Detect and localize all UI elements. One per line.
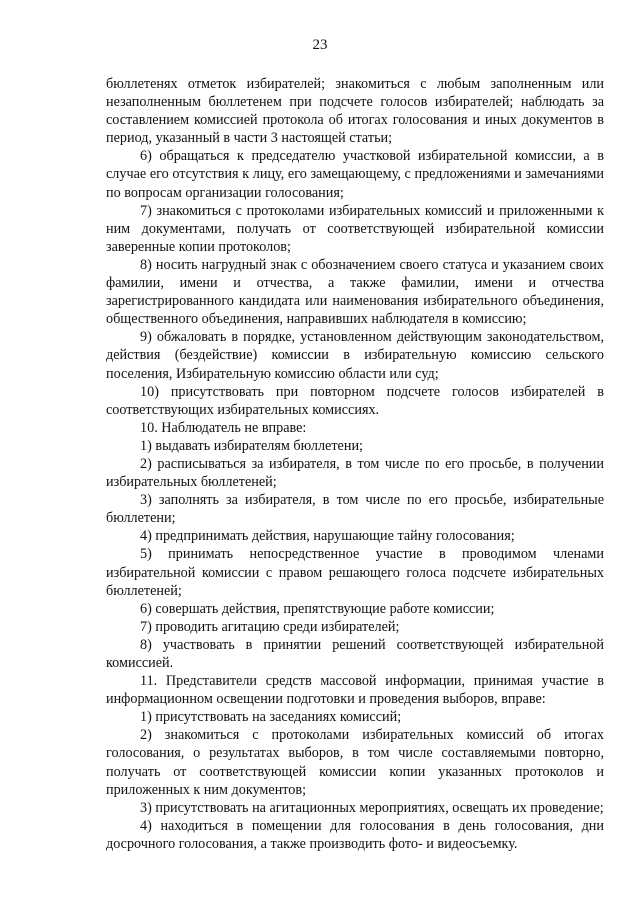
paragraph-observer-right-9: 9) обжаловать в порядке, установленном действующим законодательством, действия (бездействие) комиссии в избирательную комиссию сельского поселения, Избирательную комиссию области или суд;	[106, 329, 604, 382]
document-body	[106, 75, 604, 853]
paragraph-observer-right-10: 10) присутствовать при повторном подсчете голосов избирателей в соответствующих избирательных комиссиях.	[106, 383, 604, 418]
page-number: 23	[312, 37, 328, 53]
paragraph-observer-right-7: 7) знакомиться с протоколами избирательных комиссий и приложенными к ним документами, получать от соответствующей избирательной комиссии заверенные копии протоколов;	[106, 202, 604, 255]
paragraph-media-right-2: 2) знакомиться с протоколами избирательных комиссий об итогах голосования, о результатах выборов, в том числе составляемыми повторно, получать от соответствующей комиссии копии указанных протоколов и приложенных к ним документов;	[106, 727, 604, 798]
paragraph-observer-right-8: 8) носить нагрудный знак с обозначением своего статуса и указанием своих фамилии, имени и отчества, а также фамилии, имени и отчества зарегистрированного кандидата или наименования избирательного объединения, общественного объединения, направивших наблюдателя в комиссию;	[106, 256, 604, 328]
paragraph-media-right-4: 4) находиться в помещении для голосования в день голосования, дни досрочного голосования, а также производить фото- и видеосъемку.	[106, 817, 604, 852]
section-heading-10: 10. Наблюдатель не вправе:	[140, 419, 307, 436]
section-heading-11: 11. Представители средств массовой информации, принимая участие в информационном освещении подготовки и проведения выборов, вправе:	[106, 673, 604, 708]
paragraph-observer-restriction-6: 6) совершать действия, препятствующие работе комиссии;	[140, 600, 495, 617]
paragraph-observer-right-6: 6) обращаться к председателю участковой избирательной комиссии, а в случае его отсутствия к лицу, его замещающему, с предложениями и замечаниями по вопросам организации голосования;	[106, 148, 604, 201]
paragraph-media-right-1: 1) присутствовать на заседаниях комиссий;	[140, 709, 402, 726]
paragraph-observer-restriction-3: 3) заполнять за избирателя, в том числе по его просьбе, избирательные бюллетени;	[106, 492, 604, 527]
paragraph-media-right-3: 3) присутствовать на агитационных мероприятиях, освещать их проведение;	[140, 799, 604, 816]
paragraph-continuation: бюллетенях отметок избирателей; знакомиться с любым заполненным или незаполненным бюллетенем при подсчете голосов избирателей; наблюдать за составлением комиссией протокола об итогах голосования и иных документов в период, указанный в части 3 настоящей статьи;	[106, 76, 604, 147]
paragraph-observer-restriction-8: 8) участвовать в принятии решений соответствующей избирательной комиссией.	[106, 636, 604, 671]
paragraph-observer-restriction-7: 7) проводить агитацию среди избирателей;	[140, 618, 400, 635]
paragraph-observer-restriction-1: 1) выдавать избирателям бюллетени;	[140, 437, 363, 454]
paragraph-observer-restriction-4: 4) предпринимать действия, нарушающие тайну голосования;	[140, 528, 515, 545]
paragraph-observer-restriction-5: 5) принимать непосредственное участие в проводимом членами избирательной комиссии с правом решающего голоса подсчете избирательных бюллетеней;	[106, 546, 604, 599]
paragraph-observer-restriction-2: 2) расписываться за избирателя, в том числе по его просьбе, в получении избирательных бюллетеней;	[106, 455, 604, 491]
